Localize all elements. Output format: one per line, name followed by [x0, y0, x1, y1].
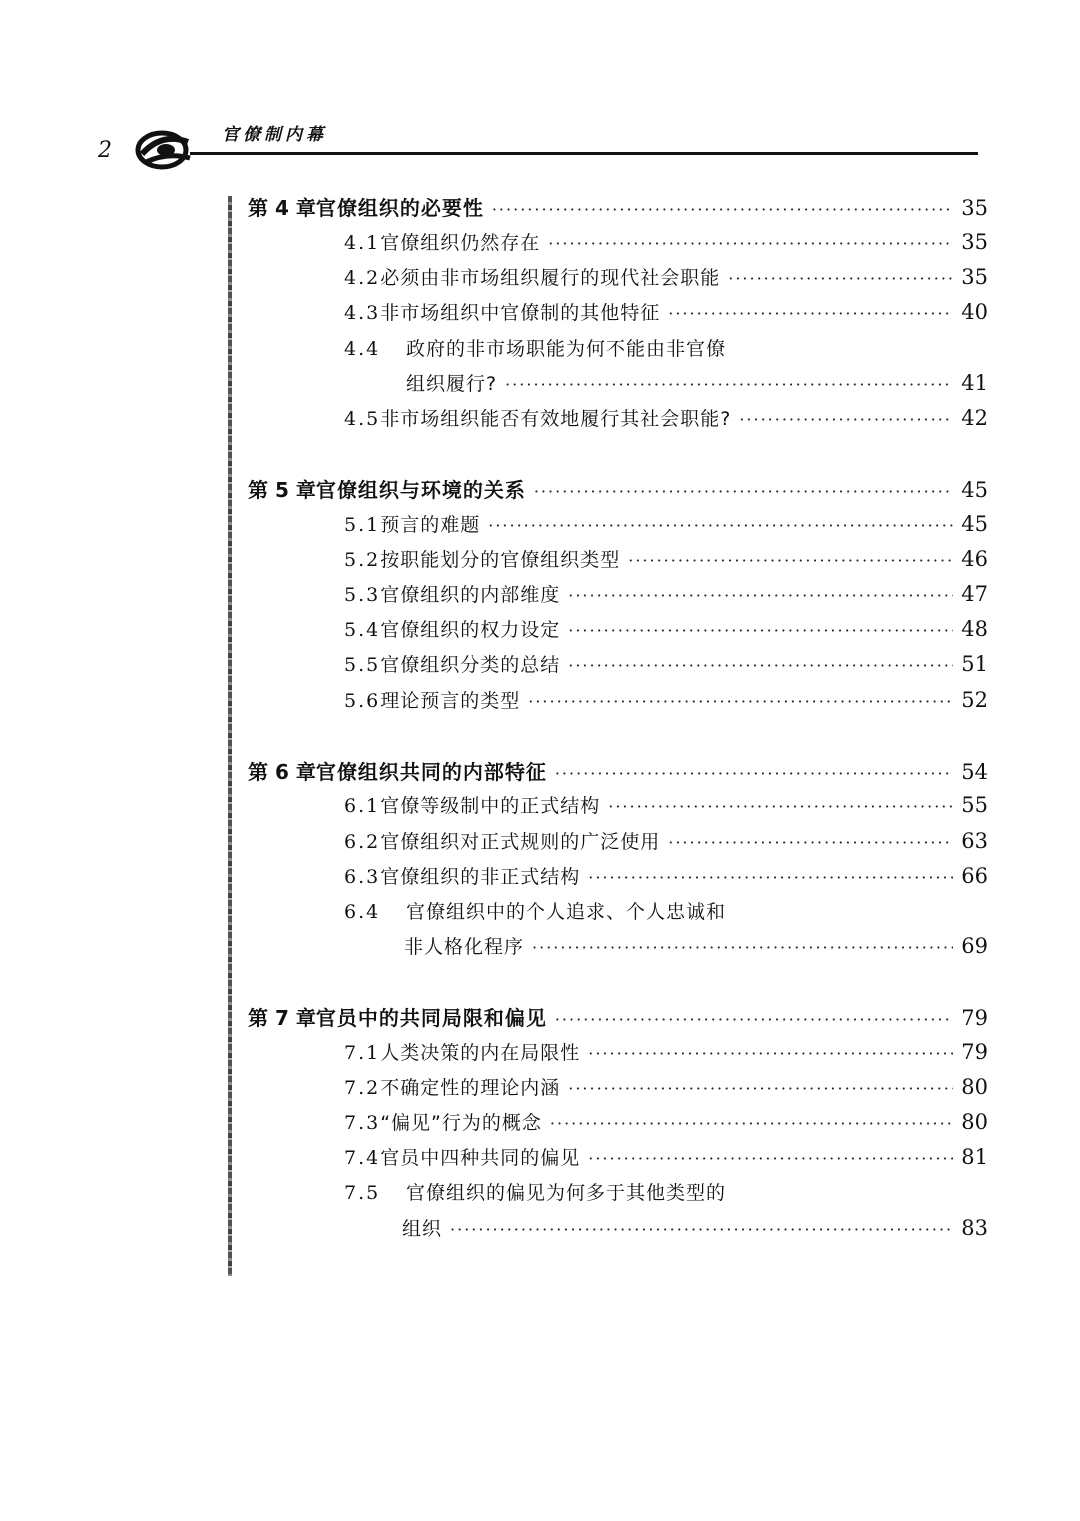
dot-leader: [728, 269, 953, 288]
section-number: 7.4: [344, 1147, 381, 1169]
page-ref: 46: [961, 547, 988, 571]
section-number: 4.3: [344, 302, 381, 324]
section-title: 官员中四种共同的偏见: [380, 1147, 581, 1169]
dot-leader: [450, 1220, 953, 1239]
toc-section-5-1[interactable]: [344, 510, 988, 537]
section-number: 5.2: [344, 549, 381, 571]
dot-leader: [668, 833, 953, 852]
section-title: 不确定性的理论内涵: [380, 1077, 561, 1099]
section-number: 6.2: [344, 831, 381, 853]
section-number: 6.4: [344, 901, 381, 923]
toc-section-4-5[interactable]: [344, 404, 988, 431]
section-title: 官僚组织中的个人追求、个人忠诚和: [406, 901, 727, 923]
toc-section-4-3[interactable]: [344, 298, 988, 325]
toc-section-6-4[interactable]: [344, 897, 988, 924]
section-title: 人类决策的内在局限性: [380, 1042, 581, 1064]
page-ref: 83: [961, 1216, 988, 1240]
chapter-label: 第 6 章: [248, 760, 316, 784]
toc-section-5-4[interactable]: [344, 615, 988, 642]
header-rule: [190, 152, 978, 155]
section-title: 非市场组织中官僚制的其他特征: [380, 302, 661, 324]
dot-leader: [534, 482, 953, 501]
chapter-title: 官僚组织共同的内部特征: [315, 760, 547, 784]
section-title: 官僚组织仍然存在: [380, 232, 541, 254]
section-title: 官僚组织分类的总结: [380, 654, 561, 676]
section-number: 6.3: [344, 866, 381, 888]
chapter-label: 第 5 章: [248, 478, 316, 502]
section-title: “偏见”行为的概念: [380, 1112, 542, 1134]
toc-section-5-2[interactable]: [344, 545, 988, 572]
publisher-logo-icon: [132, 124, 202, 174]
toc-chapter-7[interactable]: [248, 1002, 988, 1031]
toc-section-6-3[interactable]: [344, 862, 988, 889]
dot-leader: [555, 1010, 953, 1029]
toc-section-5-5[interactable]: [344, 650, 988, 677]
section-number: 5.4: [344, 619, 381, 641]
page-ref: 52: [961, 688, 988, 712]
page-ref: 47: [961, 582, 988, 606]
section-number: 7.2: [344, 1077, 381, 1099]
chapter-title: 官僚组织与环境的关系: [315, 478, 526, 502]
page-ref: 69: [961, 934, 988, 958]
toc-section-4-2[interactable]: [344, 263, 988, 290]
page-ref: 66: [961, 864, 988, 888]
section-number: 4.5: [344, 408, 381, 430]
toc-section-7-2[interactable]: [344, 1073, 988, 1100]
dot-leader: [488, 516, 953, 535]
dot-leader: [608, 797, 953, 816]
section-number: 5.1: [344, 514, 381, 536]
section-number: 4.4: [344, 338, 381, 360]
section-title: 官僚组织的非正式结构: [380, 866, 581, 888]
toc-section-4-4[interactable]: [344, 334, 988, 361]
page-ref: 79: [961, 1006, 988, 1030]
section-title: 官僚组织的权力设定: [380, 619, 561, 641]
dot-leader: [568, 621, 953, 640]
page-ref: 35: [961, 196, 988, 220]
dot-leader: [532, 938, 953, 957]
section-number: 4.1: [344, 232, 381, 254]
dot-leader: [548, 234, 953, 253]
page-ref: 79: [961, 1040, 988, 1064]
toc-section-7-5-continued[interactable]: [402, 1214, 988, 1241]
page-ref: 41: [961, 371, 988, 395]
section-title-continued: 组织: [402, 1218, 443, 1240]
dot-leader: [555, 764, 953, 783]
toc-section-6-1[interactable]: [344, 791, 988, 818]
toc-section-5-6[interactable]: [344, 686, 988, 713]
dot-leader: [588, 1149, 953, 1168]
toc-section-7-4[interactable]: [344, 1143, 988, 1170]
page-ref: 42: [961, 406, 988, 430]
dot-leader: [505, 375, 953, 394]
section-title: 政府的非市场职能为何不能由非官僚: [406, 338, 727, 360]
toc-chapter-4[interactable]: [248, 192, 988, 221]
section-number: 7.5: [344, 1182, 381, 1204]
toc-section-7-3[interactable]: [344, 1108, 988, 1135]
dot-leader: [550, 1114, 953, 1133]
dot-leader: [628, 551, 953, 570]
dot-leader: [739, 410, 953, 429]
toc-section-6-2[interactable]: [344, 827, 988, 854]
page-ref: 55: [961, 793, 988, 817]
dot-leader: [568, 586, 953, 605]
page-ref: 40: [961, 300, 988, 324]
toc-section-7-1[interactable]: [344, 1038, 988, 1065]
page-ref: 51: [961, 652, 988, 676]
page-ref: 54: [961, 760, 988, 784]
section-title: 预言的难题: [380, 514, 481, 536]
section-title: 官僚组织的内部维度: [380, 584, 561, 606]
page-ref: 45: [961, 512, 988, 536]
section-title: 官僚等级制中的正式结构: [380, 795, 601, 817]
section-title: 必须由非市场组织履行的现代社会职能: [380, 267, 721, 289]
section-number: 5.6: [344, 690, 381, 712]
scan-margin-line: [228, 196, 232, 1276]
page-ref: 80: [961, 1110, 988, 1134]
chapter-title: 官僚组织的必要性: [315, 196, 484, 220]
toc-section-6-4-continued[interactable]: [404, 932, 988, 959]
section-title-continued: 组织履行?: [406, 373, 498, 395]
section-number: 4.2: [344, 267, 381, 289]
toc-section-4-1[interactable]: [344, 228, 988, 255]
dot-leader: [668, 304, 953, 323]
toc-section-7-5[interactable]: [344, 1178, 988, 1205]
section-number: 5.3: [344, 584, 381, 606]
chapter-label: 第 7 章: [248, 1006, 316, 1030]
dot-leader: [588, 1044, 953, 1063]
chapter-title: 官员中的共同局限和偏见: [315, 1006, 547, 1030]
dot-leader: [568, 656, 953, 675]
toc-section-4-4-continued[interactable]: [406, 369, 988, 396]
dot-leader: [568, 1079, 953, 1098]
page-ref: 48: [961, 617, 988, 641]
page-ref: 45: [961, 478, 988, 502]
section-title: 按职能划分的官僚组织类型: [380, 549, 621, 571]
toc-chapter-5[interactable]: [248, 474, 988, 503]
page-ref: 63: [961, 829, 988, 853]
section-title: 官僚组织对正式规则的广泛使用: [380, 831, 661, 853]
dot-leader: [528, 692, 953, 711]
toc-chapter-6[interactable]: [248, 756, 988, 785]
page-number: 2: [98, 138, 112, 163]
page-ref: 80: [961, 1075, 988, 1099]
section-number: 5.5: [344, 654, 381, 676]
dot-leader: [492, 200, 953, 219]
section-title: 非市场组织能否有效地履行其社会职能?: [380, 408, 732, 430]
page-ref: 35: [961, 230, 988, 254]
section-title: 官僚组织的偏见为何多于其他类型的: [406, 1182, 727, 1204]
section-number: 7.3: [344, 1112, 381, 1134]
section-title: 理论预言的类型: [380, 690, 521, 712]
running-book-title: 官僚制内幕: [222, 125, 327, 145]
page-ref: 35: [961, 265, 988, 289]
section-title-continued: 非人格化程序: [404, 936, 525, 958]
chapter-label: 第 4 章: [248, 196, 316, 220]
dot-leader: [588, 868, 953, 887]
section-number: 6.1: [344, 795, 381, 817]
page-ref: 81: [961, 1145, 988, 1169]
toc-section-5-3[interactable]: [344, 580, 988, 607]
section-number: 7.1: [344, 1042, 381, 1064]
